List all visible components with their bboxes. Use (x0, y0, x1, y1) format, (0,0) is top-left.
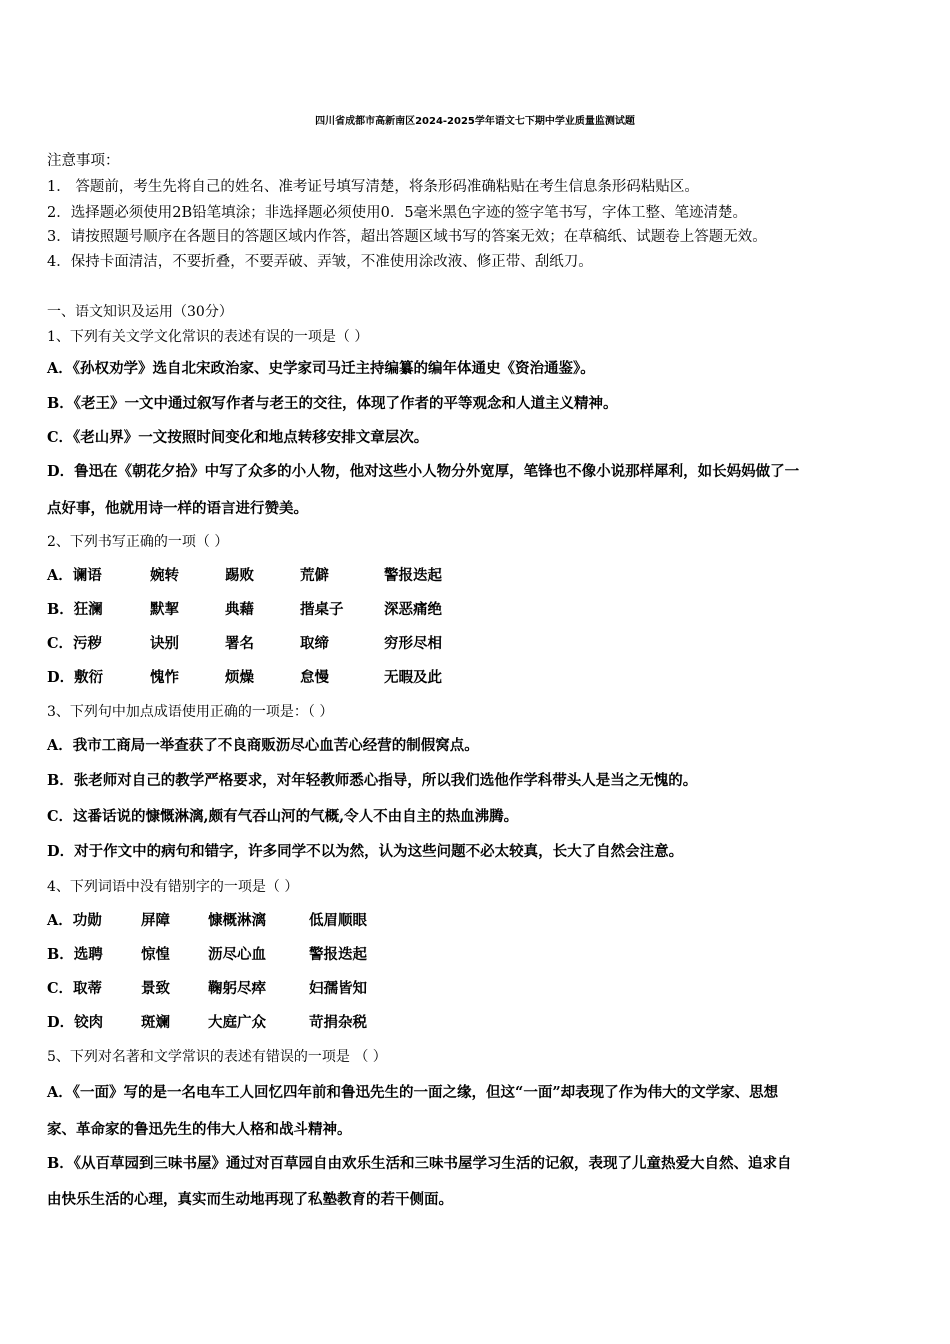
q2-d-word-3: 烦燥 (225, 669, 254, 686)
q2-c-word-5: 穷形尽相 (384, 635, 442, 652)
q4-d-word-2: 斑斓 (141, 1014, 170, 1031)
question-4-stem: 4、下列词语中没有错别字的一项是（ ） (47, 879, 299, 895)
q2-b-word-5: 深恶痛绝 (384, 601, 442, 618)
q2-b-word-1: B．狂澜 (47, 601, 103, 618)
q2-d-word-4: 怠慢 (300, 669, 329, 686)
question-5-option-a-line2: 家、革命家的鲁迅先生的伟大人格和战斗精神。 (47, 1121, 352, 1138)
question-5-stem: 5、下列对名著和文学常识的表述有错误的一项是 （ ） (47, 1049, 387, 1065)
q4-d-word-3: 大庭广众 (208, 1014, 266, 1031)
notice-item-3: 3．请按照题号顺序在各题目的答题区域内作答，超出答题区域书写的答案无效；在草稿纸、试题卷上答题无效。 (47, 229, 767, 245)
q2-d-word-2: 愧怍 (150, 669, 179, 686)
question-3-option-c: C．这番话说的慷慨淋漓,颇有气吞山河的气概,令人不由自主的热血沸腾。 (47, 808, 519, 825)
q2-a-word-3: 踢败 (225, 567, 254, 584)
q4-b-word-1: B．选聘 (47, 946, 103, 963)
notice-item-2: 2．选择题必须使用2B铅笔填涂；非选择题必须使用0．5毫米黑色字迹的签字笔书写，字体工整、笔迹清楚。 (47, 205, 748, 221)
q2-a-word-2: 婉转 (150, 567, 179, 584)
q4-a-word-3: 慷概淋漓 (208, 912, 266, 929)
q4-c-word-2: 景致 (141, 980, 170, 997)
q4-b-word-4: 警报迭起 (309, 946, 367, 963)
question-1-option-a: A．《孙权劝学》选自北宋政治家、史学家司马迁主持编纂的编年体通史《资治通鉴》。 (47, 360, 595, 377)
q2-b-word-2: 默挈 (150, 601, 179, 618)
question-3-option-d: D．对于作文中的病句和错字，许多同学不以为然，认为这些问题不必太较真，长大了自然会注意。 (47, 843, 684, 860)
question-3-stem: 3、下列句中加点成语使用正确的一项是：（ ） (47, 704, 334, 720)
notice-item-1: 1． 答题前，考生先将自己的姓名、准考证号填写清楚，将条形码准确粘贴在考生信息条形码粘贴区。 (47, 179, 699, 195)
question-2-stem: 2、下列书写正确的一项（ ） (47, 534, 229, 550)
q2-c-word-4: 取缔 (300, 635, 329, 652)
q2-a-word-5: 警报迭起 (384, 567, 442, 584)
q4-b-word-3: 沥尽心血 (208, 946, 266, 963)
q2-b-word-3: 典藉 (225, 601, 254, 618)
q2-b-word-4: 揩桌子 (300, 601, 344, 618)
question-1-option-b: B．《老王》一文中通过叙写作者与老王的交往，体现了作者的平等观念和人道主义精神。 (47, 395, 618, 412)
q4-a-word-1: A．功勋 (47, 912, 102, 929)
q4-a-word-2: 屏障 (141, 912, 170, 929)
question-1-stem: 1、下列有关文学文化常识的表述有误的一项是（ ） (47, 329, 369, 345)
notice-heading: 注意事项： (47, 153, 120, 169)
q2-c-word-1: C．污秽 (47, 635, 103, 652)
q2-c-word-2: 诀别 (150, 635, 179, 652)
notice-item-4: 4．保持卡面清洁，不要折叠，不要弄破、弄皱，不准使用涂改液、修正带、刮纸刀。 (47, 254, 593, 270)
q4-d-word-1: D．铰肉 (47, 1014, 104, 1031)
q4-c-word-1: C．取蒂 (47, 980, 103, 997)
q2-d-word-5: 无暇及此 (384, 669, 442, 686)
q2-c-word-3: 署名 (225, 635, 254, 652)
question-5-option-a-line1: A．《一面》写的是一名电车工人回忆四年前和鲁迅先生的一面之缘，但这“一面”却表现了作为伟大的文学家、思想 (47, 1084, 779, 1101)
question-5-option-b-line2: 由快乐生活的心理，真实而生动地再现了私塾教育的若干侧面。 (47, 1191, 453, 1208)
question-1-option-c: C．《老山界》一文按照时间变化和地点转移安排文章层次。 (47, 429, 429, 446)
question-3-option-b: B．张老师对自己的教学严格要求，对年轻教师悉心指导，所以我们选他作学科带头人是当之无愧的。 (47, 772, 698, 789)
q4-c-word-3: 鞠躬尽瘁 (208, 980, 266, 997)
question-1-option-d-line1: D．鲁迅在《朝花夕拾》中写了众多的小人物，他对这些小人物分外宽厚，笔锋也不像小说那样犀利，如长妈妈做了一 (47, 463, 800, 480)
question-5-option-b-line1: B．《从百草园到三味书屋》通过对百草园自由欢乐生活和三味书屋学习生活的记叙，表现了儿童热爱大自然、追求自 (47, 1155, 792, 1172)
section-heading: 一、语文知识及运用（30分） (47, 304, 233, 320)
question-3-option-a: A．我市工商局一举查获了不良商贩沥尽心血苦心经营的制假窝点。 (47, 737, 479, 754)
q2-a-word-4: 荒僻 (300, 567, 329, 584)
question-1-option-d-line2: 点好事，他就用诗一样的语言进行赞美。 (47, 500, 308, 517)
q4-c-word-4: 妇孺皆知 (309, 980, 367, 997)
q4-d-word-4: 苛捐杂税 (309, 1014, 367, 1031)
q2-a-word-1: A．谰语 (47, 567, 102, 584)
q4-a-word-4: 低眉顺眼 (309, 912, 367, 929)
exam-title: 四川省成都市高新南区2024-2025学年语文七下期中学业质量监测试题 (315, 116, 635, 127)
q4-b-word-2: 惊惶 (141, 946, 170, 963)
q2-d-word-1: D．敷衍 (47, 669, 104, 686)
